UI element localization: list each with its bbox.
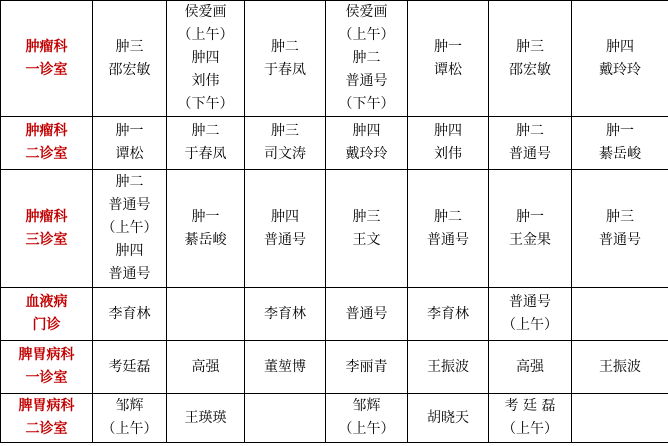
schedule-entry: （上午）: [502, 421, 558, 437]
department-cell: [1, 117, 93, 170]
schedule-cell: [326, 170, 408, 288]
schedule-cell: [245, 288, 326, 341]
schedule-entry: 高强: [516, 358, 544, 375]
schedule-entry: 肿三: [271, 123, 299, 139]
schedule-cell: [93, 341, 167, 394]
schedule-entry: 王振波: [427, 358, 469, 375]
schedule-entry: 司文涛: [264, 146, 306, 162]
schedule-entry: 王振波: [599, 358, 641, 375]
schedule-cell: [489, 1, 572, 117]
schedule-cell: [245, 394, 326, 443]
schedule-row: [1, 170, 668, 288]
schedule-entry: 綦岳峻: [599, 146, 641, 162]
schedule-cell: [93, 1, 167, 117]
department-label: 脾胃病科: [18, 398, 75, 414]
schedule-cell: [489, 288, 572, 341]
schedule-entry: 肿一: [434, 38, 462, 55]
schedule-cell: [572, 288, 668, 341]
schedule-entry: 胡晓天: [427, 409, 469, 426]
department-label: 一诊室: [25, 370, 68, 386]
schedule-entry: 普通号: [509, 146, 551, 162]
schedule-cell: [408, 117, 489, 170]
schedule-cell: [326, 394, 408, 443]
department-label: 三诊室: [25, 231, 68, 248]
schedule-cell: [326, 117, 408, 170]
schedule-entry: 高强: [191, 358, 220, 375]
schedule-entry: 普通号: [599, 231, 641, 248]
schedule-entry: （上午）: [502, 317, 558, 333]
schedule-row: [1, 341, 668, 394]
schedule-entry: 肿二: [191, 123, 220, 139]
schedule-row: [1, 1, 668, 117]
department-label: 肿瘤科: [25, 38, 68, 55]
schedule-entry: 戴玲玲: [599, 61, 641, 78]
schedule-entry: 谭松: [115, 146, 144, 162]
schedule-entry: 李丽青: [345, 358, 388, 375]
schedule-cell: [326, 341, 408, 394]
schedule-entry: 肿四: [115, 243, 144, 259]
schedule-entry: 李育林: [264, 305, 306, 322]
schedule-cell: [326, 288, 408, 341]
schedule-cell: [245, 1, 326, 117]
schedule-entry: 邵宏敏: [108, 61, 151, 78]
schedule-entry: 考 廷 磊: [504, 398, 556, 414]
department-label: 门诊: [32, 317, 61, 333]
schedule-entry: 李育林: [108, 305, 151, 322]
schedule-entry: （上午）: [177, 27, 234, 43]
schedule-entry: （上午）: [338, 27, 395, 43]
schedule-entry: 肿三: [115, 38, 144, 55]
department-cell: [1, 288, 93, 341]
schedule-entry: 肿一: [115, 123, 144, 139]
schedule-cell: [572, 1, 668, 117]
schedule-entry: 普通号: [108, 197, 151, 213]
schedule-entry: 肿二: [352, 50, 381, 66]
department-cell: [1, 170, 93, 288]
schedule-cell: [489, 117, 572, 170]
schedule-entry: 綦岳峻: [184, 231, 227, 248]
schedule-entry: 董堃博: [264, 358, 306, 375]
department-label: 二诊室: [25, 421, 68, 437]
schedule-entry: 王金果: [509, 231, 551, 248]
schedule-cell: [489, 394, 572, 443]
schedule-cell: [572, 117, 668, 170]
schedule-row: [1, 288, 668, 341]
schedule-entry: 肿一: [191, 208, 220, 225]
schedule-entry: 肿一: [606, 123, 634, 139]
schedule-cell: [93, 170, 167, 288]
schedule-cell: [167, 117, 245, 170]
schedule-cell: [489, 341, 572, 394]
schedule-cell: [167, 394, 245, 443]
schedule-row: [1, 394, 668, 443]
schedule-entry: 侯爱画: [184, 4, 227, 20]
schedule-entry: 邹辉: [352, 398, 381, 414]
department-cell: [1, 341, 93, 394]
schedule-entry: 肿四: [434, 123, 462, 139]
schedule-entry: 普通号: [264, 231, 306, 248]
schedule-entry: 普通号: [108, 266, 151, 282]
department-label: 血液病: [25, 294, 68, 310]
schedule-entry: 王文: [352, 231, 381, 248]
department-label: 脾胃病科: [18, 347, 75, 363]
schedule-entry: （下午）: [177, 96, 234, 112]
schedule-cell: [93, 394, 167, 443]
schedule-entry: 李育林: [427, 305, 469, 322]
schedule-entry: （上午）: [101, 220, 158, 236]
schedule-entry: 肿一: [516, 208, 544, 225]
schedule-cell: [572, 170, 668, 288]
schedule-cell: [167, 288, 245, 341]
schedule-entry: （下午）: [338, 96, 395, 112]
schedule-cell: [167, 1, 245, 117]
schedule-cell: [408, 1, 489, 117]
schedule-entry: （上午）: [101, 421, 158, 437]
schedule-entry: 肿四: [352, 123, 381, 139]
schedule-cell: [408, 288, 489, 341]
schedule-entry: 侯爱画: [345, 4, 388, 20]
schedule-entry: 戴玲玲: [345, 146, 388, 162]
schedule-cell: [167, 341, 245, 394]
schedule-entry: 普通号: [509, 294, 551, 310]
schedule-cell: [245, 170, 326, 288]
department-cell: [1, 1, 93, 117]
schedule-entry: 刘伟: [191, 73, 220, 89]
department-label: 肿瘤科: [25, 123, 68, 139]
schedule-entry: 肿四: [271, 208, 299, 225]
schedule-cell: [245, 117, 326, 170]
schedule-cell: [93, 288, 167, 341]
department-label: 二诊室: [25, 146, 68, 162]
schedule-cell: [408, 394, 489, 443]
schedule-entry: 考廷磊: [108, 358, 151, 375]
schedule-entry: 肿三: [606, 208, 634, 225]
schedule-cell: [572, 394, 668, 443]
schedule-entry: 肿三: [516, 38, 544, 55]
schedule-cell: [572, 341, 668, 394]
department-cell: [1, 394, 93, 443]
schedule-row: [1, 117, 668, 170]
schedule-entry: 肿四: [606, 38, 634, 55]
schedule-entry: 王瑛瑛: [184, 409, 227, 426]
schedule-entry: 普通号: [345, 305, 388, 322]
schedule-cell: [408, 341, 489, 394]
schedule-entry: 肿二: [434, 208, 462, 225]
department-label: 肿瘤科: [25, 208, 68, 225]
schedule-entry: 肿三: [352, 208, 381, 225]
schedule-cell: [93, 117, 167, 170]
schedule-cell: [245, 341, 326, 394]
schedule-entry: 肿二: [115, 174, 144, 190]
schedule-entry: 普通号: [427, 231, 469, 248]
schedule-entry: 于春凤: [184, 146, 227, 162]
schedule-cell: [326, 1, 408, 117]
schedule-entry: 邵宏敏: [509, 61, 551, 78]
schedule-cell: [167, 170, 245, 288]
schedule-entry: （上午）: [338, 421, 395, 437]
schedule-entry: 于春凤: [264, 61, 306, 78]
schedule-entry: 刘伟: [434, 146, 462, 162]
schedule-body: [1, 1, 668, 443]
schedule-entry: 邹辉: [115, 398, 144, 414]
schedule-entry: 肿二: [271, 38, 299, 55]
schedule-entry: 肿四: [191, 50, 220, 66]
schedule-entry: 普通号: [345, 73, 388, 89]
schedule-entry: 肿二: [516, 123, 544, 139]
schedule-cell: [408, 170, 489, 288]
schedule-entry: 谭松: [434, 61, 462, 78]
schedule-cell: [489, 170, 572, 288]
department-label: 一诊室: [25, 61, 68, 78]
